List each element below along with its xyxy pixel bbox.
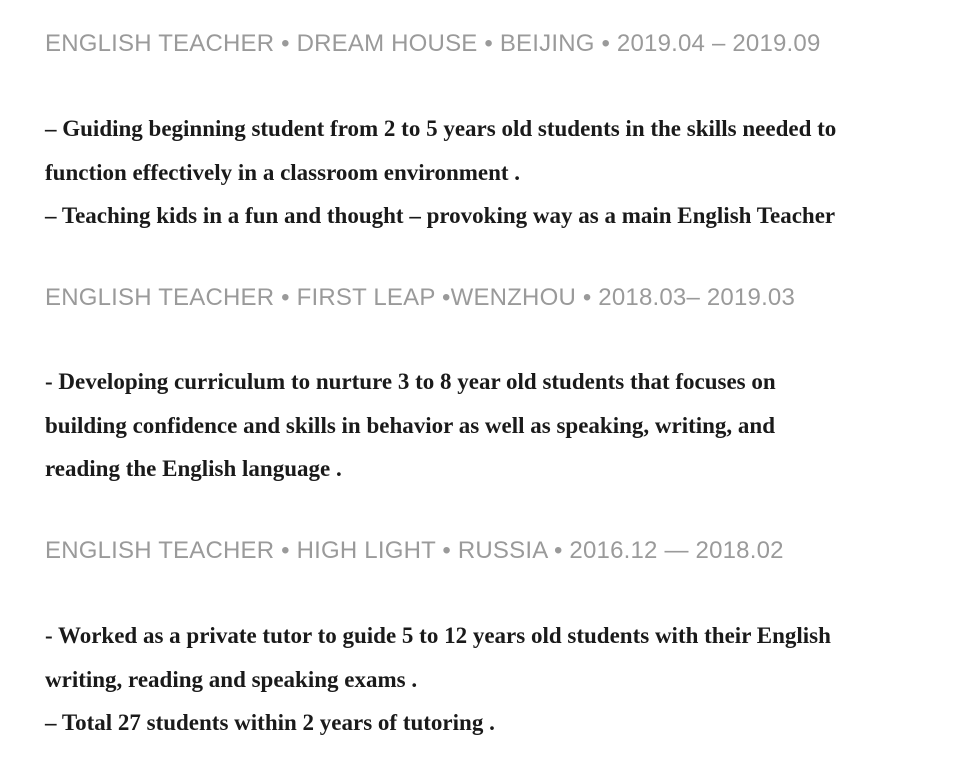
job-header-dream-house: ENGLISH TEACHER • DREAM HOUSE • BEIJING • 2019.04 – 2019.09 [45, 30, 821, 57]
description-line: building confidence and skills in behavior as well as speaking, writing, and [45, 412, 776, 438]
job-description-dream-house [45, 107, 960, 238]
job-header-high-light: ENGLISH TEACHER • HIGH LIGHT • RUSSIA • 2016.12 — 2018.02 [45, 537, 784, 564]
description-line: – Guiding beginning student from 2 to 5 years old students in the skills needed to [45, 116, 837, 141]
description-line: function effectively in a classroom environment . [45, 159, 521, 185]
job-description-first-leap [45, 360, 960, 491]
description-line: - Worked as a private tutor to guide 5 to 12 years old students with their English [45, 623, 831, 648]
description-line: reading the English language . [45, 456, 342, 481]
description-line: - Developing curriculum to nurture 3 to 8 year old students that focuses on [45, 369, 776, 394]
description-line: – Teaching kids in a fun and thought – provoking way as a main English Teacher [45, 203, 836, 228]
job-description-high-light [45, 614, 960, 745]
job-header-first-leap: ENGLISH TEACHER • FIRST LEAP •WENZHOU • 2018.03– 2019.03 [45, 284, 796, 311]
description-line: – Total 27 students within 2 years of tutoring . [45, 710, 495, 735]
description-line: writing, reading and speaking exams . [45, 666, 418, 692]
